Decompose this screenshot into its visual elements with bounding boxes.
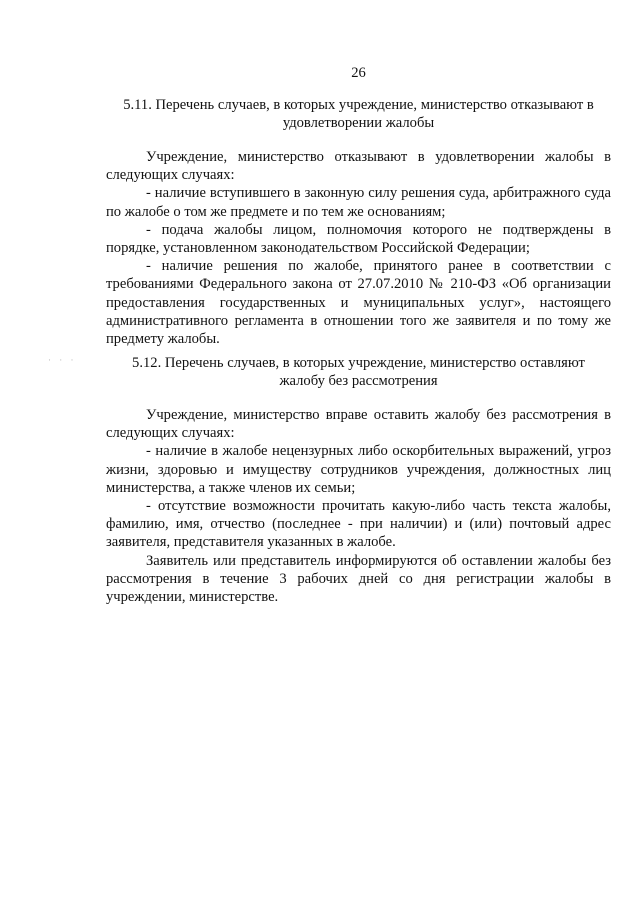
list-item: - наличие вступившего в законную силу решения суда, арбитражного суда по жалобе о том же предмете и по тем же основаниям; (106, 185, 611, 220)
list-item: - отсутствие возможности прочитать какую-либо часть текста жалобы, фамилию, имя, отчество (последнее - при наличии) и (или) почтовый адрес заявителя, представителя указанных в жалобе. (106, 498, 611, 551)
section-body-5-11 (106, 148, 611, 348)
list-item: - наличие в жалобе нецензурных либо оскорбительных выражений, угроз жизни, здоровью и имуществу сотрудников учреждения, должностных лиц министерства, а также членов их семьи; (106, 443, 611, 496)
scan-margin-mark: · · · (48, 355, 77, 365)
heading-line: 5.11. Перечень случаев, в которых учреждение, министерство отказывают в (123, 97, 594, 113)
heading-line: 5.12. Перечень случаев, в которых учреждение, министерство оставляют (132, 355, 585, 371)
page-number: 26 (351, 65, 366, 81)
section-heading-5-11 (106, 96, 611, 132)
paragraph: Учреждение, министерство вправе оставить жалобу без рассмотрения в следующих случаях: (106, 407, 611, 442)
heading-line: жалобу без рассмотрения (279, 373, 438, 390)
list-item: - подача жалобы лицом, полномочия которого не подтверждены в порядке, установленном законодательством Российской Федерации; (106, 221, 611, 257)
paragraph: Заявитель или представитель информируются об оставлении жалобы без рассмотрения в течение 3 рабочих дней со дня регистрации жалобы в учреждении, министерстве. (106, 552, 611, 606)
section-heading-5-12 (106, 354, 611, 390)
section-body-5-12 (106, 406, 611, 606)
list-item: - наличие решения по жалобе, принятого ранее в соответствии с требованиями Федерального закона от 27.07.2010 № 210-ФЗ «Об организации предоставления государственных и муниципальных услуг», настоящего административного регламента в отношении того же заявителя и по тому же предмету жалобы. (106, 258, 611, 348)
heading-line: удовлетворении жалобы (282, 115, 435, 132)
paragraph: Учреждение, министерство отказывают в удовлетворении жалобы в следующих случаях: (106, 149, 611, 184)
